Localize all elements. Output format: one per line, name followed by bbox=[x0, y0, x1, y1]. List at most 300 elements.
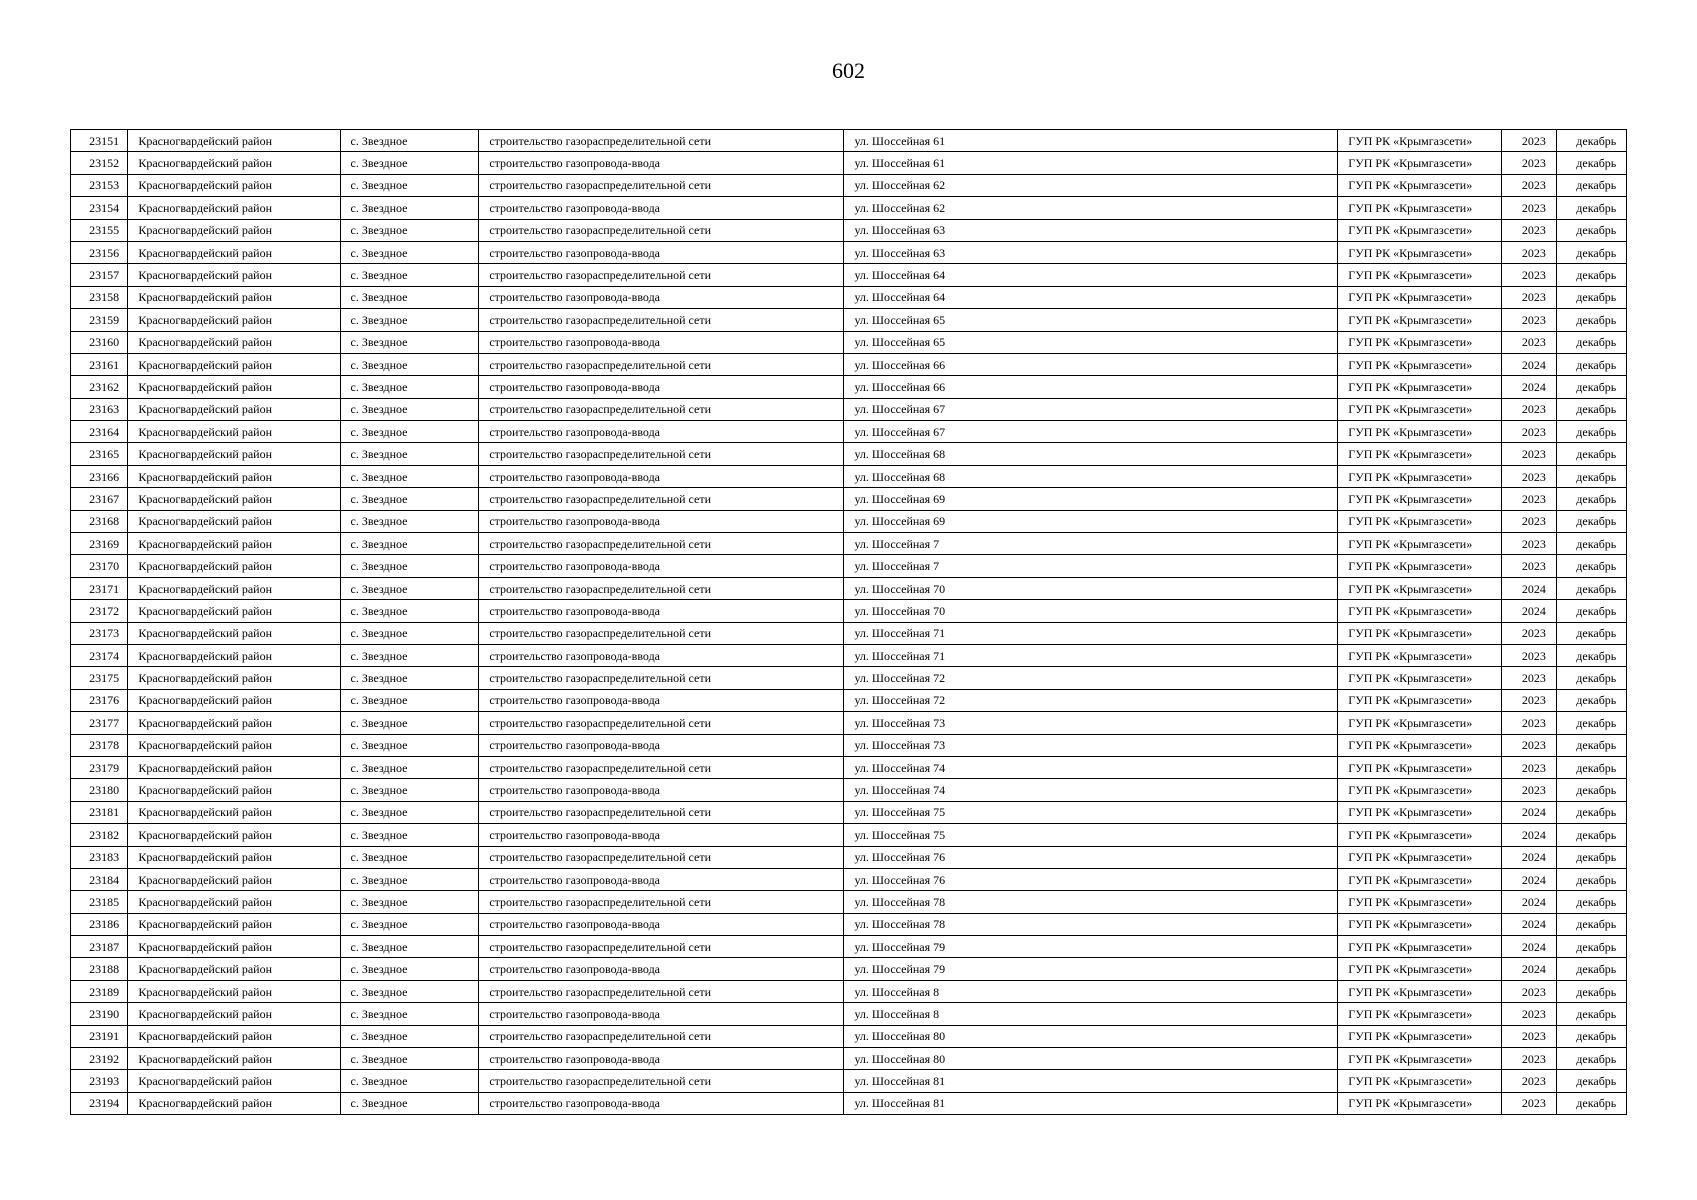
row-number: 23168 bbox=[71, 510, 128, 532]
table-row bbox=[71, 958, 1627, 980]
district-cell: Красногвардейский район bbox=[128, 1092, 340, 1114]
table-row bbox=[71, 1003, 1627, 1025]
work-type-cell: строительство газопровода-ввода bbox=[479, 510, 844, 532]
month-cell: декабрь bbox=[1556, 868, 1626, 890]
row-number: 23183 bbox=[71, 846, 128, 868]
month-cell: декабрь bbox=[1556, 622, 1626, 644]
address-cell: ул. Шоссейная 61 bbox=[844, 152, 1338, 174]
month-cell: декабрь bbox=[1556, 264, 1626, 286]
table-row bbox=[71, 734, 1627, 756]
district-cell: Красногвардейский район bbox=[128, 891, 340, 913]
work-type-cell: строительство газопровода-ввода bbox=[479, 600, 844, 622]
district-cell: Красногвардейский район bbox=[128, 488, 340, 510]
work-type-cell: строительство газопровода-ввода bbox=[479, 376, 844, 398]
table-row bbox=[71, 667, 1627, 689]
village-cell: с. Звездное bbox=[340, 488, 479, 510]
organization-cell: ГУП РК «Крымгазсети» bbox=[1338, 891, 1502, 913]
row-number: 23190 bbox=[71, 1003, 128, 1025]
table-row bbox=[71, 622, 1627, 644]
month-cell: декабрь bbox=[1556, 174, 1626, 196]
work-type-cell: строительство газопровода-ввода bbox=[479, 286, 844, 308]
month-cell: декабрь bbox=[1556, 443, 1626, 465]
address-cell: ул. Шоссейная 63 bbox=[844, 241, 1338, 263]
month-cell: декабрь bbox=[1556, 555, 1626, 577]
address-cell: ул. Шоссейная 64 bbox=[844, 264, 1338, 286]
month-cell: декабрь bbox=[1556, 152, 1626, 174]
district-cell: Красногвардейский район bbox=[128, 152, 340, 174]
address-cell: ул. Шоссейная 8 bbox=[844, 1003, 1338, 1025]
address-cell: ул. Шоссейная 80 bbox=[844, 1025, 1338, 1047]
address-cell: ул. Шоссейная 72 bbox=[844, 689, 1338, 711]
district-cell: Красногвардейский район bbox=[128, 712, 340, 734]
table-row bbox=[71, 936, 1627, 958]
work-type-cell: строительство газораспределительной сети bbox=[479, 712, 844, 734]
row-number: 23178 bbox=[71, 734, 128, 756]
table-row bbox=[71, 824, 1627, 846]
work-type-cell: строительство газораспределительной сети bbox=[479, 174, 844, 196]
month-cell: декабрь bbox=[1556, 353, 1626, 375]
row-number: 23153 bbox=[71, 174, 128, 196]
table-row bbox=[71, 1070, 1627, 1092]
table-row bbox=[71, 264, 1627, 286]
row-number: 23155 bbox=[71, 219, 128, 241]
year-cell: 2024 bbox=[1502, 913, 1556, 935]
table-row bbox=[71, 689, 1627, 711]
year-cell: 2023 bbox=[1502, 152, 1556, 174]
address-cell: ул. Шоссейная 66 bbox=[844, 376, 1338, 398]
table-row bbox=[71, 868, 1627, 890]
year-cell: 2023 bbox=[1502, 510, 1556, 532]
work-type-cell: строительство газораспределительной сети bbox=[479, 891, 844, 913]
year-cell: 2024 bbox=[1502, 891, 1556, 913]
village-cell: с. Звездное bbox=[340, 510, 479, 532]
row-number: 23177 bbox=[71, 712, 128, 734]
month-cell: декабрь bbox=[1556, 779, 1626, 801]
district-cell: Красногвардейский район bbox=[128, 868, 340, 890]
address-cell: ул. Шоссейная 69 bbox=[844, 510, 1338, 532]
district-cell: Красногвардейский район bbox=[128, 667, 340, 689]
work-type-cell: строительство газопровода-ввода bbox=[479, 644, 844, 666]
district-cell: Красногвардейский район bbox=[128, 1070, 340, 1092]
row-number: 23165 bbox=[71, 443, 128, 465]
work-type-cell: строительство газораспределительной сети bbox=[479, 398, 844, 420]
work-type-cell: строительство газораспределительной сети bbox=[479, 756, 844, 778]
row-number: 23166 bbox=[71, 465, 128, 487]
month-cell: декабрь bbox=[1556, 577, 1626, 599]
district-cell: Красногвардейский район bbox=[128, 219, 340, 241]
address-cell: ул. Шоссейная 73 bbox=[844, 734, 1338, 756]
registry-table bbox=[70, 129, 1627, 1115]
address-cell: ул. Шоссейная 61 bbox=[844, 130, 1338, 152]
village-cell: с. Звездное bbox=[340, 219, 479, 241]
row-number: 23174 bbox=[71, 644, 128, 666]
work-type-cell: строительство газопровода-ввода bbox=[479, 197, 844, 219]
table-row bbox=[71, 130, 1627, 152]
organization-cell: ГУП РК «Крымгазсети» bbox=[1338, 1070, 1502, 1092]
district-cell: Красногвардейский район bbox=[128, 936, 340, 958]
month-cell: декабрь bbox=[1556, 376, 1626, 398]
district-cell: Красногвардейский район bbox=[128, 734, 340, 756]
row-number: 23162 bbox=[71, 376, 128, 398]
row-number: 23179 bbox=[71, 756, 128, 778]
year-cell: 2024 bbox=[1502, 353, 1556, 375]
address-cell: ул. Шоссейная 65 bbox=[844, 309, 1338, 331]
address-cell: ул. Шоссейная 75 bbox=[844, 801, 1338, 823]
work-type-cell: строительство газораспределительной сети bbox=[479, 980, 844, 1002]
month-cell: декабрь bbox=[1556, 465, 1626, 487]
district-cell: Красногвардейский район bbox=[128, 421, 340, 443]
district-cell: Красногвардейский район bbox=[128, 555, 340, 577]
month-cell: декабрь bbox=[1556, 197, 1626, 219]
organization-cell: ГУП РК «Крымгазсети» bbox=[1338, 644, 1502, 666]
year-cell: 2023 bbox=[1502, 1003, 1556, 1025]
address-cell: ул. Шоссейная 69 bbox=[844, 488, 1338, 510]
month-cell: декабрь bbox=[1556, 891, 1626, 913]
table-row bbox=[71, 286, 1627, 308]
village-cell: с. Звездное bbox=[340, 1070, 479, 1092]
month-cell: декабрь bbox=[1556, 1070, 1626, 1092]
year-cell: 2023 bbox=[1502, 756, 1556, 778]
year-cell: 2023 bbox=[1502, 734, 1556, 756]
year-cell: 2023 bbox=[1502, 130, 1556, 152]
village-cell: с. Звездное bbox=[340, 309, 479, 331]
month-cell: декабрь bbox=[1556, 913, 1626, 935]
row-number: 23184 bbox=[71, 868, 128, 890]
month-cell: декабрь bbox=[1556, 689, 1626, 711]
district-cell: Красногвардейский район bbox=[128, 1025, 340, 1047]
work-type-cell: строительство газораспределительной сети bbox=[479, 533, 844, 555]
year-cell: 2024 bbox=[1502, 868, 1556, 890]
address-cell: ул. Шоссейная 65 bbox=[844, 331, 1338, 353]
district-cell: Красногвардейский район bbox=[128, 622, 340, 644]
village-cell: с. Звездное bbox=[340, 286, 479, 308]
district-cell: Красногвардейский район bbox=[128, 824, 340, 846]
month-cell: декабрь bbox=[1556, 1003, 1626, 1025]
district-cell: Красногвардейский район bbox=[128, 286, 340, 308]
district-cell: Красногвардейский район bbox=[128, 510, 340, 532]
year-cell: 2023 bbox=[1502, 398, 1556, 420]
table-row bbox=[71, 1092, 1627, 1114]
month-cell: декабрь bbox=[1556, 331, 1626, 353]
row-number: 23185 bbox=[71, 891, 128, 913]
row-number: 23194 bbox=[71, 1092, 128, 1114]
row-number: 23154 bbox=[71, 197, 128, 219]
table-row bbox=[71, 712, 1627, 734]
organization-cell: ГУП РК «Крымгазсети» bbox=[1338, 600, 1502, 622]
row-number: 23172 bbox=[71, 600, 128, 622]
district-cell: Красногвардейский район bbox=[128, 130, 340, 152]
row-number: 23181 bbox=[71, 801, 128, 823]
organization-cell: ГУП РК «Крымгазсети» bbox=[1338, 1003, 1502, 1025]
table-row bbox=[71, 913, 1627, 935]
village-cell: с. Звездное bbox=[340, 958, 479, 980]
organization-cell: ГУП РК «Крымгазсети» bbox=[1338, 152, 1502, 174]
month-cell: декабрь bbox=[1556, 488, 1626, 510]
month-cell: декабрь bbox=[1556, 1048, 1626, 1070]
year-cell: 2024 bbox=[1502, 376, 1556, 398]
month-cell: декабрь bbox=[1556, 286, 1626, 308]
organization-cell: ГУП РК «Крымгазсети» bbox=[1338, 241, 1502, 263]
organization-cell: ГУП РК «Крымгазсети» bbox=[1338, 421, 1502, 443]
address-cell: ул. Шоссейная 63 bbox=[844, 219, 1338, 241]
row-number: 23167 bbox=[71, 488, 128, 510]
table-row bbox=[71, 980, 1627, 1002]
village-cell: с. Звездное bbox=[340, 443, 479, 465]
district-cell: Красногвардейский район bbox=[128, 264, 340, 286]
row-number: 23171 bbox=[71, 577, 128, 599]
district-cell: Красногвардейский район bbox=[128, 958, 340, 980]
address-cell: ул. Шоссейная 81 bbox=[844, 1070, 1338, 1092]
district-cell: Красногвардейский район bbox=[128, 331, 340, 353]
year-cell: 2023 bbox=[1502, 331, 1556, 353]
table-row bbox=[71, 219, 1627, 241]
village-cell: с. Звездное bbox=[340, 353, 479, 375]
address-cell: ул. Шоссейная 76 bbox=[844, 868, 1338, 890]
village-cell: с. Звездное bbox=[340, 1092, 479, 1114]
row-number: 23175 bbox=[71, 667, 128, 689]
table-row bbox=[71, 353, 1627, 375]
year-cell: 2024 bbox=[1502, 577, 1556, 599]
organization-cell: ГУП РК «Крымгазсети» bbox=[1338, 667, 1502, 689]
month-cell: декабрь bbox=[1556, 600, 1626, 622]
district-cell: Красногвардейский район bbox=[128, 197, 340, 219]
organization-cell: ГУП РК «Крымгазсети» bbox=[1338, 958, 1502, 980]
row-number: 23173 bbox=[71, 622, 128, 644]
month-cell: декабрь bbox=[1556, 510, 1626, 532]
year-cell: 2023 bbox=[1502, 309, 1556, 331]
address-cell: ул. Шоссейная 70 bbox=[844, 600, 1338, 622]
work-type-cell: строительство газопровода-ввода bbox=[479, 1003, 844, 1025]
month-cell: декабрь bbox=[1556, 241, 1626, 263]
year-cell: 2023 bbox=[1502, 197, 1556, 219]
village-cell: с. Звездное bbox=[340, 465, 479, 487]
work-type-cell: строительство газопровода-ввода bbox=[479, 868, 844, 890]
address-cell: ул. Шоссейная 7 bbox=[844, 555, 1338, 577]
table-row bbox=[71, 756, 1627, 778]
district-cell: Красногвардейский район bbox=[128, 353, 340, 375]
organization-cell: ГУП РК «Крымгазсети» bbox=[1338, 756, 1502, 778]
table-row bbox=[71, 421, 1627, 443]
work-type-cell: строительство газораспределительной сети bbox=[479, 936, 844, 958]
year-cell: 2023 bbox=[1502, 219, 1556, 241]
address-cell: ул. Шоссейная 62 bbox=[844, 174, 1338, 196]
work-type-cell: строительство газопровода-ввода bbox=[479, 555, 844, 577]
district-cell: Красногвардейский район bbox=[128, 779, 340, 801]
row-number: 23164 bbox=[71, 421, 128, 443]
work-type-cell: строительство газораспределительной сети bbox=[479, 801, 844, 823]
organization-cell: ГУП РК «Крымгазсети» bbox=[1338, 555, 1502, 577]
work-type-cell: строительство газораспределительной сети bbox=[479, 1070, 844, 1092]
month-cell: декабрь bbox=[1556, 824, 1626, 846]
village-cell: с. Звездное bbox=[340, 868, 479, 890]
organization-cell: ГУП РК «Крымгазсети» bbox=[1338, 197, 1502, 219]
organization-cell: ГУП РК «Крымгазсети» bbox=[1338, 913, 1502, 935]
page-number: 602 bbox=[832, 58, 865, 83]
row-number: 23157 bbox=[71, 264, 128, 286]
district-cell: Красногвардейский район bbox=[128, 443, 340, 465]
district-cell: Красногвардейский район bbox=[128, 1003, 340, 1025]
address-cell: ул. Шоссейная 79 bbox=[844, 958, 1338, 980]
organization-cell: ГУП РК «Крымгазсети» bbox=[1338, 398, 1502, 420]
work-type-cell: строительство газопровода-ввода bbox=[479, 331, 844, 353]
organization-cell: ГУП РК «Крымгазсети» bbox=[1338, 801, 1502, 823]
work-type-cell: строительство газораспределительной сети bbox=[479, 1025, 844, 1047]
table-row bbox=[71, 488, 1627, 510]
year-cell: 2023 bbox=[1502, 241, 1556, 263]
organization-cell: ГУП РК «Крымгазсети» bbox=[1338, 488, 1502, 510]
work-type-cell: строительство газораспределительной сети bbox=[479, 488, 844, 510]
work-type-cell: строительство газопровода-ввода bbox=[479, 913, 844, 935]
district-cell: Красногвардейский район bbox=[128, 689, 340, 711]
month-cell: декабрь bbox=[1556, 421, 1626, 443]
year-cell: 2024 bbox=[1502, 936, 1556, 958]
table-row bbox=[71, 1048, 1627, 1070]
table-row bbox=[71, 398, 1627, 420]
village-cell: с. Звездное bbox=[340, 756, 479, 778]
table-row bbox=[71, 600, 1627, 622]
table-row bbox=[71, 644, 1627, 666]
address-cell: ул. Шоссейная 81 bbox=[844, 1092, 1338, 1114]
month-cell: декабрь bbox=[1556, 756, 1626, 778]
organization-cell: ГУП РК «Крымгазсети» bbox=[1338, 286, 1502, 308]
month-cell: декабрь bbox=[1556, 219, 1626, 241]
address-cell: ул. Шоссейная 64 bbox=[844, 286, 1338, 308]
address-cell: ул. Шоссейная 74 bbox=[844, 779, 1338, 801]
row-number: 23161 bbox=[71, 353, 128, 375]
organization-cell: ГУП РК «Крымгазсети» bbox=[1338, 1048, 1502, 1070]
table-row bbox=[71, 891, 1627, 913]
organization-cell: ГУП РК «Крымгазсети» bbox=[1338, 868, 1502, 890]
organization-cell: ГУП РК «Крымгазсети» bbox=[1338, 577, 1502, 599]
row-number: 23152 bbox=[71, 152, 128, 174]
work-type-cell: строительство газораспределительной сети bbox=[479, 846, 844, 868]
address-cell: ул. Шоссейная 8 bbox=[844, 980, 1338, 1002]
organization-cell: ГУП РК «Крымгазсети» bbox=[1338, 824, 1502, 846]
work-type-cell: строительство газораспределительной сети bbox=[479, 622, 844, 644]
village-cell: с. Звездное bbox=[340, 1048, 479, 1070]
table-row bbox=[71, 801, 1627, 823]
work-type-cell: строительство газопровода-ввода bbox=[479, 689, 844, 711]
village-cell: с. Звездное bbox=[340, 130, 479, 152]
year-cell: 2023 bbox=[1502, 533, 1556, 555]
village-cell: с. Звездное bbox=[340, 398, 479, 420]
month-cell: декабрь bbox=[1556, 936, 1626, 958]
month-cell: декабрь bbox=[1556, 734, 1626, 756]
work-type-cell: строительство газопровода-ввода bbox=[479, 779, 844, 801]
work-type-cell: строительство газораспределительной сети bbox=[479, 309, 844, 331]
table-row bbox=[71, 779, 1627, 801]
work-type-cell: строительство газопровода-ввода bbox=[479, 421, 844, 443]
year-cell: 2023 bbox=[1502, 443, 1556, 465]
year-cell: 2024 bbox=[1502, 824, 1556, 846]
row-number: 23193 bbox=[71, 1070, 128, 1092]
district-cell: Красногвардейский район bbox=[128, 913, 340, 935]
village-cell: с. Звездное bbox=[340, 622, 479, 644]
village-cell: с. Звездное bbox=[340, 152, 479, 174]
village-cell: с. Звездное bbox=[340, 712, 479, 734]
village-cell: с. Звездное bbox=[340, 824, 479, 846]
district-cell: Красногвардейский район bbox=[128, 174, 340, 196]
address-cell: ул. Шоссейная 74 bbox=[844, 756, 1338, 778]
address-cell: ул. Шоссейная 79 bbox=[844, 936, 1338, 958]
district-cell: Красногвардейский район bbox=[128, 846, 340, 868]
table-row bbox=[71, 443, 1627, 465]
village-cell: с. Звездное bbox=[340, 555, 479, 577]
row-number: 23180 bbox=[71, 779, 128, 801]
year-cell: 2024 bbox=[1502, 600, 1556, 622]
work-type-cell: строительство газораспределительной сети bbox=[479, 577, 844, 599]
village-cell: с. Звездное bbox=[340, 197, 479, 219]
work-type-cell: строительство газораспределительной сети bbox=[479, 130, 844, 152]
table-row bbox=[71, 465, 1627, 487]
work-type-cell: строительство газопровода-ввода bbox=[479, 824, 844, 846]
month-cell: декабрь bbox=[1556, 644, 1626, 666]
organization-cell: ГУП РК «Крымгазсети» bbox=[1338, 779, 1502, 801]
work-type-cell: строительство газопровода-ввода bbox=[479, 465, 844, 487]
table-row bbox=[71, 510, 1627, 532]
village-cell: с. Звездное bbox=[340, 667, 479, 689]
table-row bbox=[71, 846, 1627, 868]
village-cell: с. Звездное bbox=[340, 264, 479, 286]
address-cell: ул. Шоссейная 76 bbox=[844, 846, 1338, 868]
organization-cell: ГУП РК «Крымгазсети» bbox=[1338, 936, 1502, 958]
organization-cell: ГУП РК «Крымгазсети» bbox=[1338, 331, 1502, 353]
row-number: 23170 bbox=[71, 555, 128, 577]
year-cell: 2024 bbox=[1502, 958, 1556, 980]
address-cell: ул. Шоссейная 71 bbox=[844, 622, 1338, 644]
village-cell: с. Звездное bbox=[340, 1025, 479, 1047]
month-cell: декабрь bbox=[1556, 712, 1626, 734]
village-cell: с. Звездное bbox=[340, 376, 479, 398]
row-number: 23158 bbox=[71, 286, 128, 308]
table-row bbox=[71, 331, 1627, 353]
year-cell: 2023 bbox=[1502, 980, 1556, 1002]
row-number: 23159 bbox=[71, 309, 128, 331]
village-cell: с. Звездное bbox=[340, 577, 479, 599]
work-type-cell: строительство газопровода-ввода bbox=[479, 734, 844, 756]
row-number: 23163 bbox=[71, 398, 128, 420]
organization-cell: ГУП РК «Крымгазсети» bbox=[1338, 846, 1502, 868]
district-cell: Красногвардейский район bbox=[128, 644, 340, 666]
row-number: 23176 bbox=[71, 689, 128, 711]
table-row bbox=[71, 1025, 1627, 1047]
table-row bbox=[71, 197, 1627, 219]
row-number: 23156 bbox=[71, 241, 128, 263]
year-cell: 2023 bbox=[1502, 264, 1556, 286]
village-cell: с. Звездное bbox=[340, 734, 479, 756]
year-cell: 2023 bbox=[1502, 667, 1556, 689]
month-cell: декабрь bbox=[1556, 846, 1626, 868]
year-cell: 2023 bbox=[1502, 421, 1556, 443]
address-cell: ул. Шоссейная 80 bbox=[844, 1048, 1338, 1070]
address-cell: ул. Шоссейная 72 bbox=[844, 667, 1338, 689]
address-cell: ул. Шоссейная 67 bbox=[844, 398, 1338, 420]
month-cell: декабрь bbox=[1556, 1025, 1626, 1047]
village-cell: с. Звездное bbox=[340, 936, 479, 958]
district-cell: Красногвардейский район bbox=[128, 577, 340, 599]
organization-cell: ГУП РК «Крымгазсети» bbox=[1338, 353, 1502, 375]
village-cell: с. Звездное bbox=[340, 600, 479, 622]
month-cell: декабрь bbox=[1556, 130, 1626, 152]
row-number: 23187 bbox=[71, 936, 128, 958]
year-cell: 2023 bbox=[1502, 689, 1556, 711]
year-cell: 2023 bbox=[1502, 555, 1556, 577]
organization-cell: ГУП РК «Крымгазсети» bbox=[1338, 622, 1502, 644]
work-type-cell: строительство газораспределительной сети bbox=[479, 353, 844, 375]
village-cell: с. Звездное bbox=[340, 801, 479, 823]
district-cell: Красногвардейский район bbox=[128, 980, 340, 1002]
month-cell: декабрь bbox=[1556, 980, 1626, 1002]
